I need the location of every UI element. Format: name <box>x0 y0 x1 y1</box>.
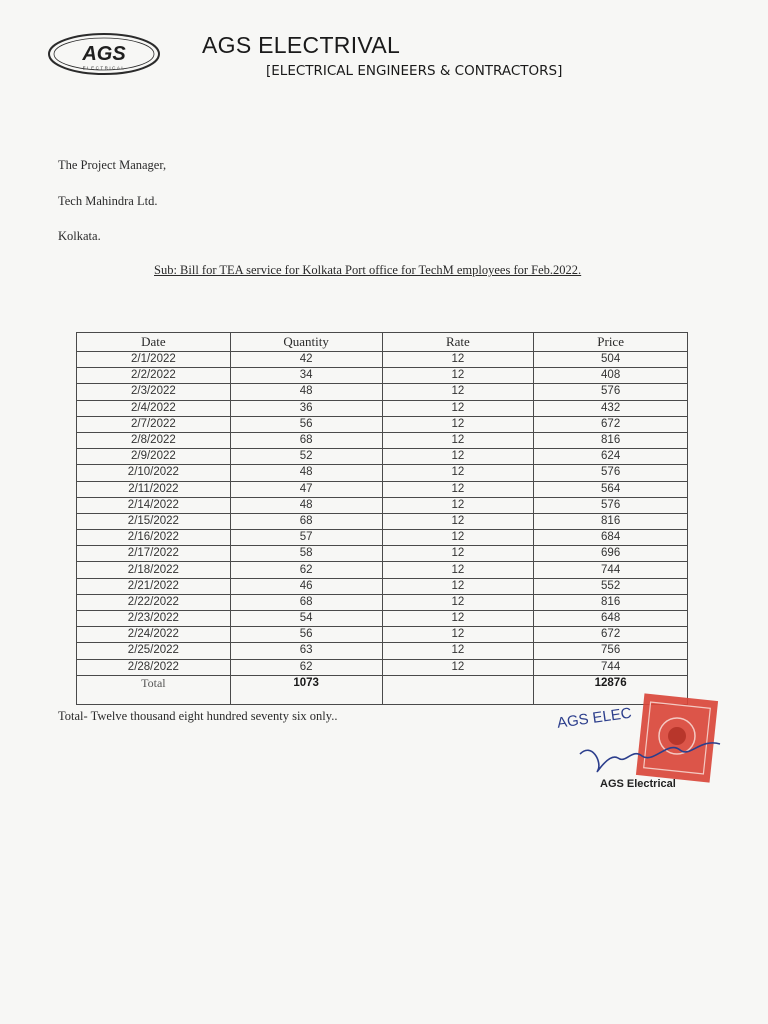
table-row <box>77 513 688 529</box>
column-header-price: Price <box>534 333 688 352</box>
signature-name: AGS Electrical <box>600 778 676 790</box>
cell-date: 2/7/2022 <box>77 416 231 432</box>
table-row <box>77 465 688 481</box>
column-header-quantity: Quantity <box>230 333 382 352</box>
table-header-row <box>77 333 688 352</box>
cell-rate: 12 <box>382 546 534 562</box>
cell-date: 2/2/2022 <box>77 368 231 384</box>
cell-rate: 12 <box>382 659 534 675</box>
cell-rate: 12 <box>382 627 534 643</box>
cell-rate: 12 <box>382 578 534 594</box>
cell-rate: 12 <box>382 562 534 578</box>
total-label: Total <box>77 675 231 704</box>
table-row <box>77 643 688 659</box>
cell-rate: 12 <box>382 530 534 546</box>
cell-quantity: 57 <box>230 530 382 546</box>
cell-price: 672 <box>534 627 688 643</box>
bill-table <box>76 332 688 705</box>
table-row <box>77 546 688 562</box>
cell-rate: 12 <box>382 368 534 384</box>
cell-rate: 12 <box>382 594 534 610</box>
cell-price: 624 <box>534 449 688 465</box>
table-row <box>77 384 688 400</box>
recipient-line-1: The Project Manager, <box>58 158 167 172</box>
cell-date: 2/21/2022 <box>77 578 231 594</box>
cell-quantity: 58 <box>230 546 382 562</box>
company-name: AGS ELECTRIVAL <box>202 32 401 58</box>
cell-rate: 12 <box>382 643 534 659</box>
cell-price: 744 <box>534 562 688 578</box>
cell-price: 816 <box>534 432 688 448</box>
cell-quantity: 63 <box>230 643 382 659</box>
cell-price: 432 <box>534 400 688 416</box>
cell-rate: 12 <box>382 465 534 481</box>
subject-line: Sub: Bill for TEA service for Kolkata Port office for TechM employees for Feb.2022. <box>154 263 582 277</box>
cell-quantity: 36 <box>230 400 382 416</box>
cell-date: 2/23/2022 <box>77 611 231 627</box>
amount-in-words: Total- Twelve thousand eight hundred seventy six only.. <box>58 709 338 723</box>
cell-date: 2/22/2022 <box>77 594 231 610</box>
cell-quantity: 54 <box>230 611 382 627</box>
cell-date: 2/28/2022 <box>77 659 231 675</box>
cell-date: 2/4/2022 <box>77 400 231 416</box>
cell-price: 816 <box>534 513 688 529</box>
total-quantity: 1073 <box>230 675 382 704</box>
cell-date: 2/14/2022 <box>77 497 231 513</box>
table-row <box>77 659 688 675</box>
cell-rate: 12 <box>382 611 534 627</box>
cell-price: 576 <box>534 384 688 400</box>
cell-date: 2/10/2022 <box>77 465 231 481</box>
cell-quantity: 56 <box>230 627 382 643</box>
recipient-line-2: Tech Mahindra Ltd. <box>58 194 158 208</box>
table-row <box>77 562 688 578</box>
cell-date: 2/8/2022 <box>77 432 231 448</box>
cell-price: 408 <box>534 368 688 384</box>
cell-quantity: 46 <box>230 578 382 594</box>
cell-price: 552 <box>534 578 688 594</box>
total-price: 12876 <box>534 675 688 704</box>
column-header-date: Date <box>77 333 231 352</box>
cell-quantity: 68 <box>230 432 382 448</box>
cell-rate: 12 <box>382 497 534 513</box>
cell-quantity: 68 <box>230 594 382 610</box>
table-row <box>77 352 688 368</box>
cell-quantity: 42 <box>230 352 382 368</box>
table-row <box>77 368 688 384</box>
cell-date: 2/18/2022 <box>77 562 231 578</box>
logo-text: AGS <box>82 43 126 65</box>
cell-date: 2/15/2022 <box>77 513 231 529</box>
cell-price: 672 <box>534 416 688 432</box>
cell-price: 696 <box>534 546 688 562</box>
cell-date: 2/17/2022 <box>77 546 231 562</box>
cell-price: 756 <box>534 643 688 659</box>
cell-rate: 12 <box>382 432 534 448</box>
table-row <box>77 497 688 513</box>
table-row <box>77 530 688 546</box>
column-header-rate: Rate <box>382 333 534 352</box>
table-body <box>77 352 688 676</box>
cell-rate: 12 <box>382 400 534 416</box>
signature-stamp-text: AGS ELEC <box>556 704 633 732</box>
cell-quantity: 62 <box>230 659 382 675</box>
cell-quantity: 47 <box>230 481 382 497</box>
total-rate <box>382 675 534 704</box>
table-row <box>77 578 688 594</box>
cell-price: 648 <box>534 611 688 627</box>
cell-date: 2/11/2022 <box>77 481 231 497</box>
cell-quantity: 48 <box>230 465 382 481</box>
cell-price: 684 <box>534 530 688 546</box>
cell-quantity: 48 <box>230 497 382 513</box>
table-row <box>77 611 688 627</box>
table-row <box>77 627 688 643</box>
table-row <box>77 481 688 497</box>
table-row <box>77 416 688 432</box>
cell-quantity: 56 <box>230 416 382 432</box>
cell-quantity: 62 <box>230 562 382 578</box>
cell-rate: 12 <box>382 481 534 497</box>
cell-price: 576 <box>534 497 688 513</box>
company-tagline: [ELECTRICAL ENGINEERS & CONTRACTORS] <box>266 63 563 79</box>
cell-quantity: 34 <box>230 368 382 384</box>
cell-price: 744 <box>534 659 688 675</box>
cell-rate: 12 <box>382 384 534 400</box>
cell-date: 2/24/2022 <box>77 627 231 643</box>
table-row <box>77 400 688 416</box>
cell-date: 2/9/2022 <box>77 449 231 465</box>
cell-rate: 12 <box>382 449 534 465</box>
cell-date: 2/1/2022 <box>77 352 231 368</box>
logo-subtext: ELECTRICAL <box>82 65 126 71</box>
cell-rate: 12 <box>382 352 534 368</box>
cell-date: 2/3/2022 <box>77 384 231 400</box>
cell-price: 816 <box>534 594 688 610</box>
cell-date: 2/16/2022 <box>77 530 231 546</box>
cell-rate: 12 <box>382 416 534 432</box>
ags-logo <box>47 32 161 76</box>
cell-date: 2/25/2022 <box>77 643 231 659</box>
cell-price: 576 <box>534 465 688 481</box>
table-row <box>77 449 688 465</box>
cell-quantity: 48 <box>230 384 382 400</box>
cell-rate: 12 <box>382 513 534 529</box>
cell-quantity: 52 <box>230 449 382 465</box>
revenue-stamp-icon <box>636 693 718 782</box>
cell-price: 564 <box>534 481 688 497</box>
recipient-line-3: Kolkata. <box>58 229 101 243</box>
table-row <box>77 432 688 448</box>
cell-price: 504 <box>534 352 688 368</box>
table-row <box>77 594 688 610</box>
cell-quantity: 68 <box>230 513 382 529</box>
